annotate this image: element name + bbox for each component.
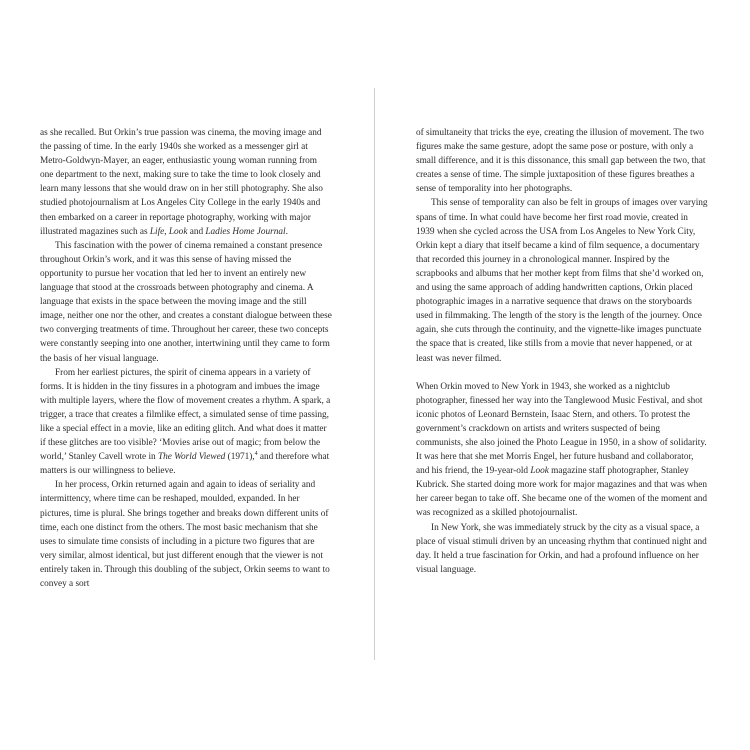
text-run: (1971),: [225, 452, 255, 463]
paragraph: [416, 126, 708, 196]
text-run: and therefore what matters is our willingness to believe.: [40, 452, 330, 477]
magazine-title: Look: [530, 466, 549, 477]
text-run: When Orkin moved to New York in 1943, she worked as a nightclub photographer, finessed her way into the Tanglewood Music Festival, and shot iconic photos of Leonard Bernstein, Isaac Stern, and others. To protest the government’s crackdown on artists and writers suspected of being communists, she also joined the Photo League in 1950, in a show of solidarity. It was here that she met Morris Engel, her future husband and collaborator, and his friend, the 19-year-old: [416, 381, 707, 477]
paragraph: [416, 380, 708, 521]
text-run: In New York, she was immediately struck by the city as a visual space, a place of visual stimuli driven by an unceasing rhythm that continued night and day. It held a true fascination for Orkin, and had a profound influence on her visual language.: [416, 522, 707, 575]
text-run: .: [285, 226, 288, 237]
magazine-title: Life: [149, 226, 165, 237]
text-run: and: [187, 226, 206, 237]
page-gutter-divider: [374, 88, 375, 660]
text-run: of simultaneity that tricks the eye, creating the illusion of movement. The two figures make the same gesture, adopt the same pose or posture, with only a small difference, and it is this dissonance, this small gap between the two, that creates a sense of time. The simple juxtaposition of these figures breathes a sense of temporality into her photographs.: [416, 128, 706, 195]
magazine-title: Look: [168, 226, 188, 237]
text-run: as she recalled. But Orkin’s true passion was cinema, the moving image and the passing of time. In the early 1940s she worked as a messenger girl at Metro-Goldwyn-Mayer, an eager, enthusiastic young woman running from one department to the next, making sure to take the time to look closely and learn many lessons that she would draw on in her still photography. She also studied photojournalism at Los Angeles City College in the early 1940s and then embarked on a career in reportage photography, working with major illustrated magazines such as: [40, 128, 323, 237]
footnote-marker: 4: [254, 451, 258, 458]
text-run: In her process, Orkin returned again and again to ideas of seriality and intermittency, where time can be reshaped, moulded, expanded. In her pictures, time is plural. She brings together and breaks down different units of time, each one distinct from the others. The most basic mechanism that she uses to simulate time consists of including in a picture two figures that are very similar, almost identical, but just different enough that the viewer is not entirely taken in. Through this doubling of the subject, Orkin seems to want to convey a sort: [40, 480, 330, 589]
paragraph: [416, 196, 708, 365]
text-run: This fascination with the power of cinema remained a constant presence throughout Orkin’s work, and it was this sense of having missed the opportunity to pursue her vocation that led her to invent an entirely new language that stood at the crossroads between photography and cinema. A language that exists in the space between the moving image and the still image, neither one nor the other, and creates a constant dialogue between these two converging treatments of time. Throughout her career, these two concepts were constantly seeping into one another, intertwining until they came to form the basis of her visual language.: [40, 240, 332, 364]
book-title: The World Viewed: [157, 452, 226, 463]
paragraph: [40, 366, 332, 479]
paragraph: [40, 239, 332, 366]
left-page-text: [40, 126, 332, 591]
text-run: This sense of temporality can also be felt in groups of images over varying spans of time. In what could have become her first road movie, created in 1939 when she cycled across the USA from Los Angeles to New York City, Orkin kept a diary that itself became a kind of film sequence, a documentary that recorded this journey in a chronological manner. Inspired by the scrapbooks and albums that her mother kept from films that she’d worked on, and using the same approach of adding handwritten captions, Orkin placed photographic images in a narrative sequence that draws on the storyboards used in filmmaking. The length of the story is the length of the journey. Once again, she cuts through the continuity, and the vignette-like images punctuate the space that is created, like stills from a movie that never happened, or at least was never filmed.: [416, 198, 708, 364]
paragraph: [416, 521, 708, 577]
paragraph: [40, 478, 332, 591]
paragraph: [40, 126, 332, 239]
right-page-text: [416, 126, 708, 577]
text-run: From her earliest pictures, the spirit of cinema appears in a variety of forms. It is hidden in the tiny fissures in a photogram and imbues the image with multiple layers, where the flow of movement creates a rhythm. A spark, a trigger, a trace that creates a filmlike effect, a simulated sense of time passing, like a special effect in a movie, like an editing glitch. And what does it matter if these glitches are too visible? ‘Movies arise out of magic; from below the world,’ Stanley Cavell wrote in: [40, 367, 331, 463]
magazine-title: Ladies Home Journal: [205, 226, 286, 237]
text-run: magazine staff photographer, Stanley Kubrick. She started doing more work for major magazines and that was when her career began to take off. She became one of the women of the moment and was recognized as a skilled photojournalist.: [416, 466, 708, 519]
text-run: ,: [164, 226, 169, 237]
